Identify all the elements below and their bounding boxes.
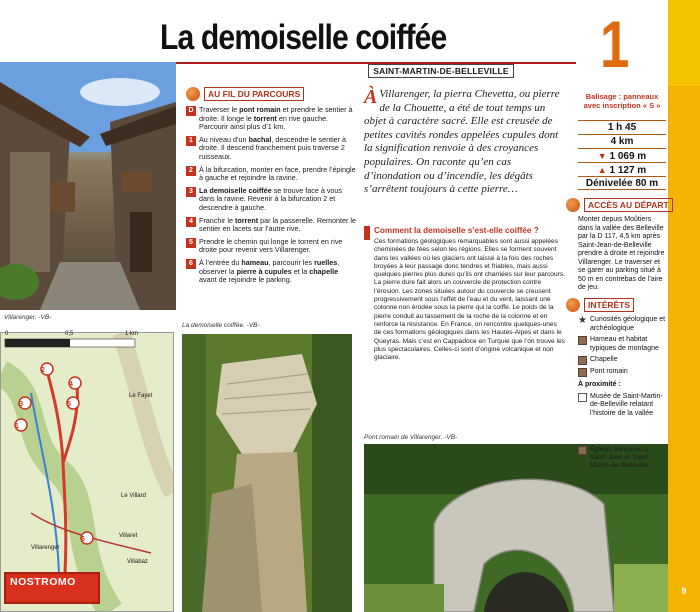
bridge-icon bbox=[578, 368, 587, 377]
nearby-item bbox=[578, 393, 666, 419]
interests-heading bbox=[566, 298, 634, 312]
hike-stats bbox=[578, 120, 666, 190]
village-caption: Villarenger. -VB- bbox=[4, 314, 52, 321]
step-text: À l’entrée du hameau, parcourir les ruelles, observer la pierre à cupules et la chapelle avant de rejoindre le parking. bbox=[199, 257, 340, 285]
step-text: Franchir le torrent par la passerelle. Remonter le sentier en lacets sur l’autre rive. bbox=[199, 215, 357, 234]
map-place-le-villard: Le Villard bbox=[121, 493, 146, 499]
step-text: À la bifurcation, monter en face, prendre l’épingle à gauche et rejoindre la ravine. bbox=[199, 164, 356, 183]
info-box bbox=[364, 226, 566, 362]
interests-list bbox=[578, 316, 666, 421]
map-place-villaret: Villaret bbox=[119, 533, 138, 539]
map-marker-3: 3 bbox=[19, 401, 23, 408]
route-heading-label: AU FIL DU PARCOURS bbox=[204, 87, 304, 101]
stat-alt-max-value: 1 127 m bbox=[609, 165, 647, 176]
step-marker: 4 bbox=[186, 217, 196, 227]
church-icon bbox=[578, 446, 587, 455]
stat-alt-max bbox=[578, 162, 666, 176]
page-title: La demoiselle coiffée bbox=[160, 18, 447, 57]
extra-text: Églises baroques à Saint-Jean et Saint-Martin-de-Belleville bbox=[590, 446, 650, 470]
route-map bbox=[0, 332, 174, 612]
interests-heading-label: INTÉRÊTS bbox=[584, 298, 634, 312]
map-marker-4: 4 bbox=[69, 381, 73, 388]
access-text: Monter depuis Moûtiers dans la vallée des Belleville par la D 117, 4,5 km après Saint-Jean-de-Belleville prendre à droite et rejoindre Villarenger. Le traverser et se garer au parking situé à 50 m en contrebas de l’aire de jeu. bbox=[578, 216, 665, 291]
map-scale-0: 0 bbox=[5, 331, 9, 337]
rock-caption: La demoiselle coiffée. -VB- bbox=[182, 322, 260, 329]
rock-photo bbox=[182, 334, 352, 612]
access-heading bbox=[566, 198, 673, 212]
map-scale-end: 1 km bbox=[125, 331, 139, 337]
village-photo bbox=[0, 62, 176, 310]
interest-item bbox=[578, 356, 666, 365]
step-text: Prendre le chemin qui longe le torrent en rive droite pour revenir vers Villarenger. bbox=[199, 236, 343, 255]
orange-dot-icon bbox=[566, 298, 580, 312]
map-place-le-fayet: Le Fayet bbox=[129, 393, 153, 399]
publisher-name: NOSTROMO bbox=[10, 576, 76, 588]
intro-body: Villarenger, la pierra Chevetta, ou pierre de la Chouette, a été de tout temps un objet à caractère sacré. Elle est creusée de petites cavités rondes appelées cupules dont la signification renvoie à des croyances populaires. On raconte qu’en cas d’inondation ou d’incendie, les dégâts s’arrêtent toujours à cette pierre… bbox=[364, 88, 560, 196]
hike-number: 1 bbox=[600, 7, 630, 81]
route-step bbox=[186, 166, 356, 183]
map-place-villabaz: Villabaz bbox=[127, 559, 148, 565]
extra-item bbox=[578, 446, 664, 471]
page-edge-band-top bbox=[668, 0, 700, 86]
stat-distance: 4 km bbox=[578, 134, 666, 148]
interest-label: Hameau et habitat typiques de montagne bbox=[590, 336, 659, 352]
nearby-item-label: Musée de Saint-Martin-de-Belleville relatant l’histoire de la vallée bbox=[590, 392, 663, 417]
route-step bbox=[186, 259, 356, 285]
step-marker: D bbox=[186, 106, 196, 116]
stat-elevation: Dénivelée 80 m bbox=[578, 176, 666, 190]
map-place-villarenger: Villarenger bbox=[31, 545, 60, 551]
map-marker-2: 2 bbox=[41, 367, 45, 374]
step-marker: 1 bbox=[186, 136, 196, 146]
triangle-up-icon: ▲ bbox=[597, 165, 607, 175]
location-label: SAINT-MARTIN-DE-BELLEVILLE bbox=[368, 64, 514, 78]
stat-alt-min-value: 1 069 m bbox=[609, 151, 647, 162]
route-step bbox=[186, 136, 356, 162]
interest-item bbox=[578, 316, 666, 333]
route-steps bbox=[186, 106, 356, 289]
step-text: Au niveau d’un bachal, descendre le sentier à droite. Il descend franchement puis traverse 2 ruisseaux. bbox=[199, 134, 347, 161]
interest-item bbox=[578, 336, 666, 353]
interest-label: Pont romain bbox=[590, 368, 628, 375]
route-step bbox=[186, 187, 356, 213]
route-step bbox=[186, 238, 356, 255]
interest-label: Chapelle bbox=[590, 356, 618, 363]
hamlet-icon bbox=[578, 336, 587, 345]
bridge-caption: Pont romain de Villarenger. -VB- bbox=[364, 434, 458, 441]
route-step bbox=[186, 217, 356, 234]
intro-text bbox=[364, 88, 564, 197]
museum-icon bbox=[578, 393, 587, 402]
orange-dot-icon bbox=[186, 87, 200, 101]
info-box-bar bbox=[364, 226, 370, 240]
map-marker-6: 6 bbox=[81, 536, 85, 543]
step-marker: 5 bbox=[186, 238, 196, 248]
page-number: 9 bbox=[681, 586, 687, 596]
signage-info: Balisage : panneaux avec inscription « S » bbox=[583, 92, 661, 110]
intro-dropcap: À bbox=[364, 86, 378, 108]
star-icon: ★ bbox=[578, 315, 587, 326]
map-marker-5: 5 bbox=[67, 401, 71, 408]
step-marker: 2 bbox=[186, 166, 196, 176]
interest-label: Curiosités géologique et archéologique bbox=[590, 316, 666, 332]
orange-dot-icon bbox=[566, 198, 580, 212]
access-heading-label: ACCÈS AU DÉPART bbox=[584, 198, 673, 212]
extra-note bbox=[578, 446, 664, 474]
nearby-label: À proximité : bbox=[578, 381, 621, 388]
info-box-body: Ces formations géologiques remarquables sont aussi appelées cheminées de fées selon les régions. Elles se forment souvent dans les vallées où les glaciers ont laissé à la fois des roches broyées à leur passage donc tendres et friables, mais aussi quelques pierres plus dures qu’ils ont charriées sur leur parcours. La pierre dure fait alors un couvercle de protection contre l’érosion. Les zones situées autour du couvercle se creusent progressivement sous l’effet de l’eau et du vent, laissant une colonne non érodée sous la pierre qui la coiffe. Le poids de la pierre conduit au tassement de la roche de la colonne et en renforce la résistance. En France, on rencontre quelques-unes de ces formations géologiques dans les Hautes-Alpes et dans le Queyras. Mais c’est en Cappadoce en Turquie que l’on trouve les plus spectaculaires. Celles-ci sont d’origine volcanique et non glaciaire. bbox=[374, 238, 565, 362]
page-edge-band bbox=[668, 0, 700, 612]
triangle-down-icon: ▼ bbox=[597, 151, 607, 161]
step-text: Traverser le pont romain et prendre le sentier à droite. Il longe le torrent en rive gauche. Parcourir ainsi plus d’1 km. bbox=[199, 105, 353, 132]
info-box-question: Comment la demoiselle s’est-elle coiffée ? bbox=[374, 226, 539, 235]
map-marker-1: 1 bbox=[15, 423, 19, 430]
step-marker: 6 bbox=[186, 259, 196, 269]
chapel-icon bbox=[578, 356, 587, 365]
route-step bbox=[186, 106, 356, 132]
step-text: La demoiselle coiffée se trouve face à vous dans la ravine. Revenir à la bifurcation 2 et descendre à gauche. bbox=[199, 185, 343, 212]
map-scale-mid: 0,5 bbox=[65, 331, 74, 337]
interest-item bbox=[578, 368, 666, 377]
stat-duration: 1 h 45 bbox=[578, 120, 666, 134]
route-heading bbox=[186, 87, 304, 101]
stat-alt-min bbox=[578, 148, 666, 162]
step-marker: 3 bbox=[186, 187, 196, 197]
